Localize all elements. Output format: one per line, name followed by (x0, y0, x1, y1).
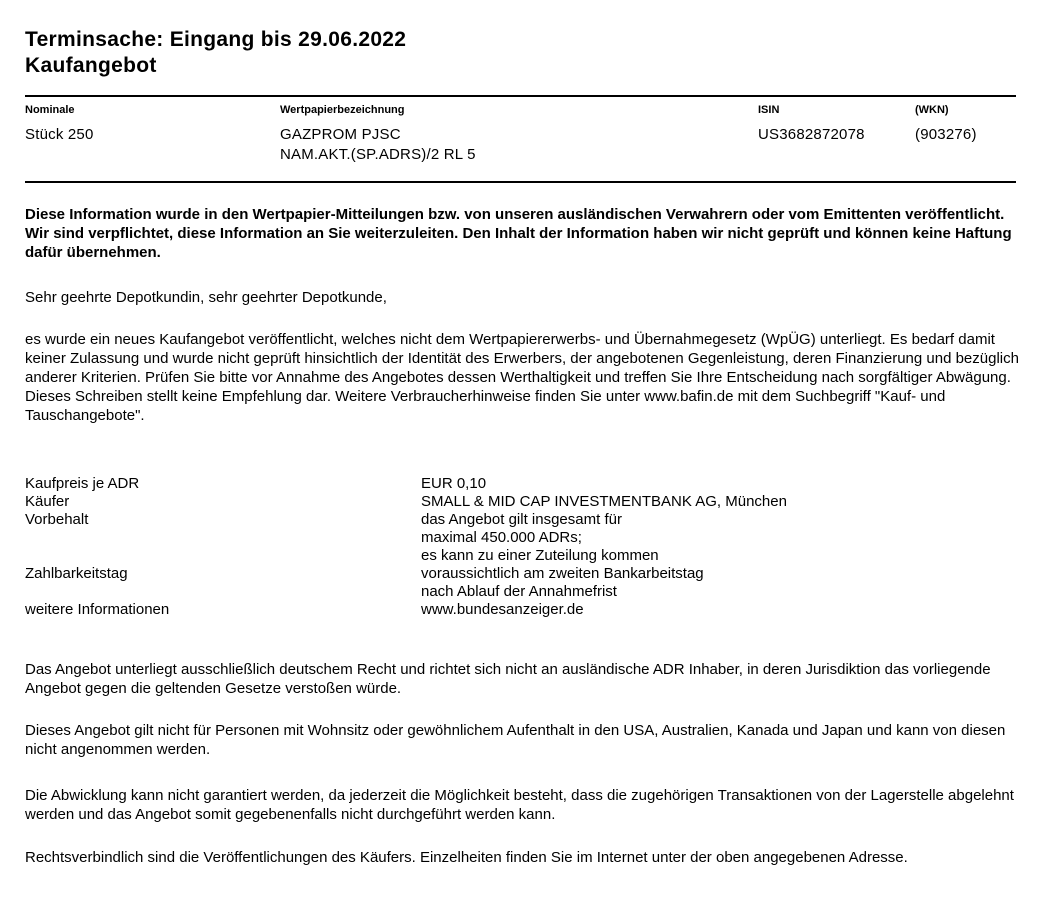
detail-value (421, 475, 1016, 493)
detail-label: Käufer (25, 493, 70, 510)
detail-value-line: das Angebot gilt insgesamt für (421, 511, 622, 528)
settlement-paragraph: Die Abwicklung kann nicht garantiert werden, da jederzeit die Möglichkeit besteht, dass die zugehörigen Transaktionen von der Lagerstelle abgelehnt werden und das Angebot somit gegebenenfalls nicht durchgeführt werden kann. (25, 787, 1014, 823)
table-bottom-divider (25, 181, 1016, 183)
detail-value-line: EUR 0,10 (421, 475, 487, 492)
detail-label: Kaufpreis je ADR (25, 475, 140, 492)
detail-row-buyer (25, 493, 1016, 511)
cell-wkn: (903276) (915, 126, 977, 143)
document-title-offer-type: Kaufangebot (25, 54, 157, 77)
detail-value-line: nach Ablauf der Annahmefrist (421, 583, 617, 600)
detail-value-line: es kann zu einer Zuteilung kommen (421, 547, 659, 564)
security-name-line-1: GAZPROM PJSC (280, 126, 401, 143)
salutation: Sehr geehrte Depotkundin, sehr geehrter Depotkunde, (25, 289, 387, 306)
governing-law-paragraph: Das Angebot unterliegt ausschließlich deutschem Recht und richtet sich nicht an ausländische ADR Inhaber, in deren Jurisdiktion das vorliegende Angebot gegen die geltenden Gesetze verstoßen würde. (25, 661, 991, 697)
detail-value-line: SMALL & MID CAP INVESTMENTBANK AG, München (421, 493, 787, 510)
intro-paragraph: es wurde ein neues Kaufangebot veröffentlicht, welches nicht dem Wertpapiererwerbs- und Übernahmegesetz (WpÜG) unterliegt. Es bedarf damit keiner Zulassung und wurde nicht geprüft hinsichtlich der Identität des Erwerbers, der angebotenen Gegenleistung, deren Finanzierung und bezüglich anderer Kriterien. Prüfen Sie bitte vor Annahme des Angebotes dessen Werthaltigkeit und treffen Sie Ihre Entscheidung nach sorgfältiger Abwägung. Dieses Schreiben stellt keine Empfehlung dar. Weitere Verbraucherhinweise finden Sie unter www.bafin.de mit dem Suchbegriff "Kauf- und Tauschangebote". (25, 331, 1019, 424)
legally-binding-paragraph: Rechtsverbindlich sind die Veröffentlichungen des Käufers. Einzelheiten finden Sie im Internet unter der oben angegebenen Adresse. (25, 849, 908, 866)
detail-row-payment-date (25, 565, 1016, 601)
detail-label: Vorbehalt (25, 511, 89, 528)
detail-label: Zahlbarkeitstag (25, 565, 128, 582)
detail-row-purchase-price (25, 475, 1016, 493)
disclaimer-notice: Diese Information wurde in den Wertpapier-Mitteilungen bzw. von unseren ausländischen Verwahrern oder vom Emittenten veröffentlicht. Wir sind verpflichtet, diese Information an Sie weiterzuleiten. Den Inhalt der Information haben wir nicht geprüft und können keine Haftung dafür übernehmen. (25, 206, 1012, 261)
column-header-isin: ISIN (758, 104, 780, 116)
detail-value (421, 601, 1016, 619)
detail-value-line: www.bundesanzeiger.de (421, 601, 584, 618)
excluded-jurisdictions-paragraph: Dieses Angebot gilt nicht für Personen mit Wohnsitz oder gewöhnlichem Aufenthalt in den USA, Australien, Kanada und Japan und kann von diesen nicht angenommen werden. (25, 722, 1006, 758)
cell-security-name (280, 125, 476, 165)
detail-value (421, 493, 1016, 511)
detail-row-condition (25, 511, 1016, 565)
detail-value-line: voraussichtlich am zweiten Bankarbeitstag (421, 565, 704, 582)
detail-value (421, 565, 1016, 601)
detail-label: weitere Informationen (25, 601, 170, 618)
column-header-security-name: Wertpapierbezeichnung (280, 104, 405, 116)
column-header-nominal: Nominale (25, 104, 75, 116)
cell-isin: US3682872078 (758, 126, 865, 143)
offer-details (25, 475, 1016, 619)
table-top-divider (25, 95, 1016, 97)
security-name-line-2: NAM.AKT.(SP.ADRS)/2 RL 5 (280, 146, 476, 163)
column-header-wkn: (WKN) (915, 104, 949, 116)
detail-value-line: maximal 450.000 ADRs; (421, 529, 582, 546)
detail-value (421, 511, 1016, 565)
detail-row-further-info (25, 601, 1016, 619)
cell-nominal: Stück 250 (25, 126, 94, 143)
document-title-deadline: Terminsache: Eingang bis 29.06.2022 (25, 28, 407, 51)
